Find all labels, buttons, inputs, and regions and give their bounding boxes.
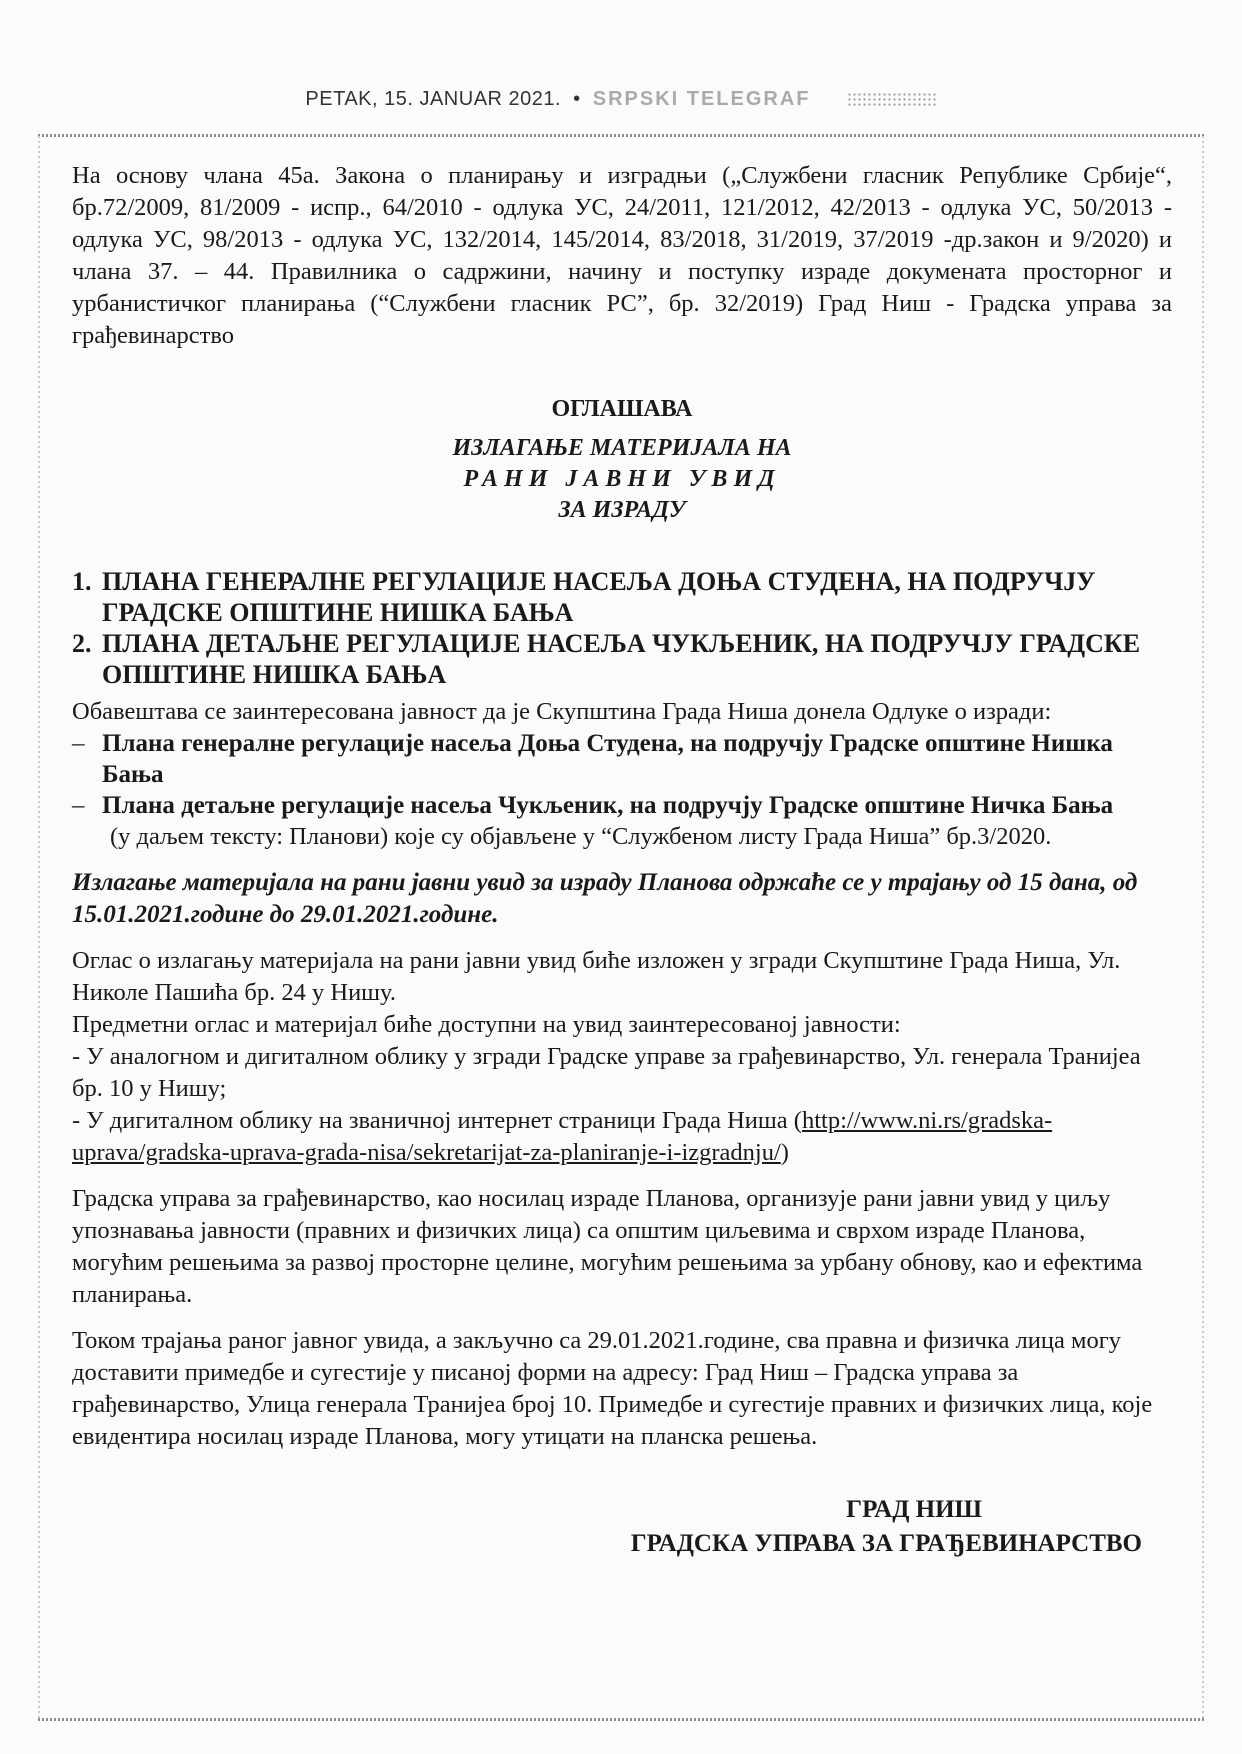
plan-number: 2. [72,629,92,658]
decision-text: Плана генералне регулације насеља Доња Студена, на подручју Градске општине Нишка Бања [102,730,1113,788]
decision-item [72,728,1172,790]
availability-section [72,945,1172,1169]
purpose-paragraph: Градска управа за грађевинарство, као носилац израде Планова, организује рани јавни увид у циљу упознавања јавности (правних и физичких лица) са општим циљевима и сврхом израде Планова, могућим решењима за развој просторне целине, могућим решењима за урбану обнову, као и ефектима планирања. [72,1185,1143,1308]
availability-digital-prefix: - У дигиталном облику на званичној интернет страници Града Ниша ( [72,1107,802,1134]
announcement [72,160,1172,1561]
masthead-publication: SRPSKI TELEGRAF [592,88,811,110]
signature-department: ГРАДСКА УПРАВА ЗА ГРАЂЕВИНАРСТВО [630,1530,1142,1557]
heading-line-2: РАНИ ЈАВНИ УВИД [463,466,781,492]
plan-number: 1. [72,567,92,596]
decisions-note: (у даљем тексту: Планови) које су објављене у “Службеном листу Града Ниша” бр.3/2020. [110,823,1052,850]
plan-title: ПЛАНА ДЕТАЉНЕ РЕГУЛАЦИЈЕ НАСЕЉА ЧУКЉЕНИК, НА ПОДРУЧЈУ ГРАДСКЕ ОПШТИНЕ НИШКА БАЊА [102,629,1141,689]
signature-city: ГРАД НИШ [846,1496,982,1523]
notice-paragraph: Обавештава се заинтересована јавност да је Скупштина Града Ниша донела Одлуке о изради: [72,698,1052,725]
masthead-date: PETAK, 15. JANUAR 2021. [305,88,562,110]
decisions-list [72,728,1172,821]
availability-item-analog: - У аналогном и дигиталном облику у згради Градске управе за грађевинарство, Ул. генерала Транијеа бр. 10 у Нишу; [72,1043,1141,1102]
website-link[interactable]: http://www.ni.rs/gradska-uprava/gradska-uprava-grada-nisa/sekretarijat-za-planiranje-i-izgradnju/ [72,1107,1053,1166]
dash-bullet: – [72,792,85,819]
left-border [38,136,40,1718]
location-paragraph: Оглас о излагању материјала на рани јавни увид биће изложен у згради Скупштине Града Ниша, Ул. Николе Пашића бр. 24 у Нишу. [72,947,1121,1006]
masthead-separator: • [573,88,581,110]
plan-title: ПЛАНА ГЕНЕРАЛНЕ РЕГУЛАЦИЈЕ НАСЕЉА ДОЊА СТУДЕНА, НА ПОДРУЧЈУ ГРАДСКЕ ОПШТИНЕ НИШКА БАЊА [102,567,1096,627]
decision-text: Плана детаљне регулације насеља Чукљеник, на подручју Градске општине Ничка Бања [102,792,1114,819]
heading-line-1: ИЗЛАГАЊЕ МАТЕРИЈАЛА НА [452,435,792,461]
availability-digital-suffix: ) [780,1139,789,1166]
dash-bullet: – [72,730,85,757]
heading-line-3: ЗА ИЗРАДУ [558,497,686,523]
signature-block [72,1493,1172,1561]
top-rule [38,134,1204,137]
availability-intro: Предметни оглас и материјал биће доступни на увид заинтересованој јавности: [72,1011,901,1038]
availability-item-digital [72,1105,1172,1169]
masthead-dots-decoration [847,92,937,108]
plan-item [72,628,1172,690]
plans-list [72,566,1172,690]
intro-paragraph: На основу члана 45а. Закона о планирању и изградњи („Службени гласник Републике Србије“, бр.72/2009, 81/2009 - испр., 64/2010 - одлука УС, 24/2011, 121/2012, 42/2013 - одлука УС, 50/2013 - одлука УС, 98/2013 - одлука УС, 132/2014, 145/2014, 83/2018, 31/2019, 37/2019 -др.закон и 9/2020) и члана 37. – 44. Правилника о садржини, начину и поступку израде докумената просторног и урбанистичког планирања (“Службени гласник РС”, бр. 32/2019) Град Ниш - Градска управа за грађевинарство [72,162,1172,349]
duration-paragraph: Излагање материјала на рани јавни увид за израду Планова одржаће се у трајању од 15 дана, од 15.01.2021.године до 29.01.2021.године. [72,869,1138,928]
decision-item [72,790,1172,821]
plan-item [72,566,1172,628]
announcement-heading [72,394,1172,526]
masthead [0,88,1242,111]
right-border [1202,136,1204,1718]
bottom-rule [38,1718,1204,1721]
heading-announce: ОГЛАШАВА [551,396,693,422]
comments-paragraph: Током трајања раног јавног увида, а закључно са 29.01.2021.године, сва правна и физичка лица могу доставити примедбе и сугестије у писаној форми на адресу: Град Ниш – Градска управа за грађевинарство, Улица генерала Транијеа број 10. Примедбе и сугестије правних и физичких лица, које евидентира носилац израде Планова, могу утицати на планска решења. [72,1327,1153,1450]
